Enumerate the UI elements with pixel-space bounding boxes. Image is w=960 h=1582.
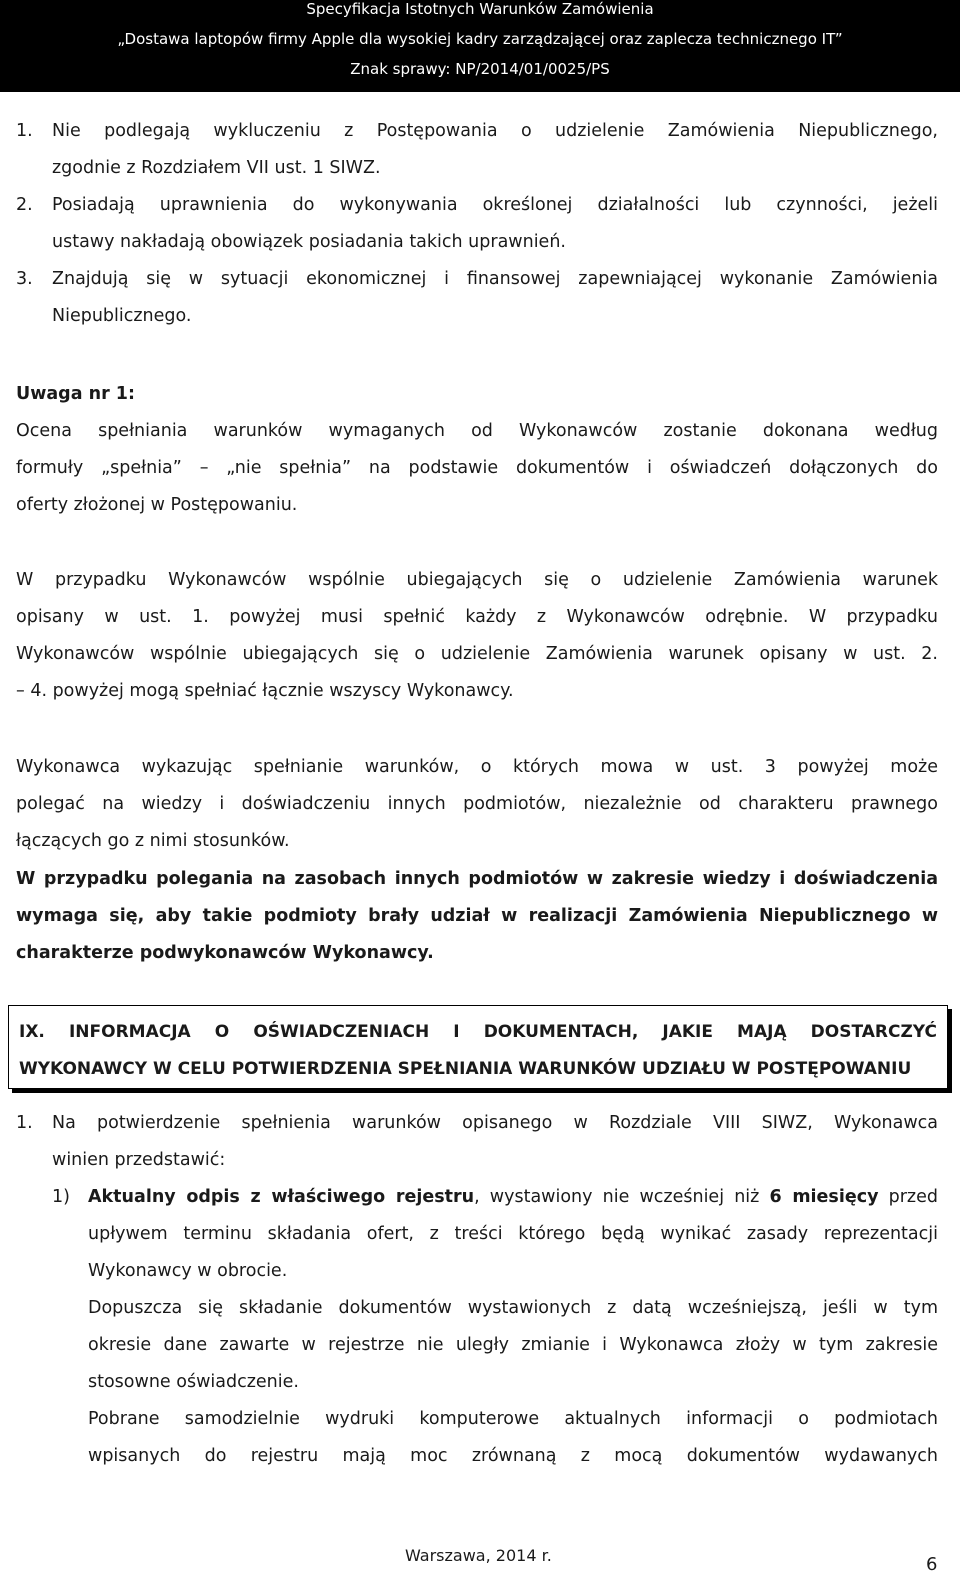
list-item-text: Posiadają uprawnienia do wykonywania określonej działalności lub czynności, jeżeli [52, 195, 938, 215]
requirements-list [16, 113, 938, 335]
list-item-number: 1. [16, 1113, 33, 1133]
documents-list [16, 1105, 938, 1179]
list-item-text: Znajdują się w sytuacji ekonomicznej i finansowej zapewniającej wykonanie Zamówienia [52, 269, 938, 289]
paragraph-line: W przypadku polegania na zasobach innych podmiotów w zakresie wiedzy i doświadczenia [16, 869, 938, 889]
list-item-number: 1. [16, 121, 33, 141]
list-item-number: 2. [16, 195, 33, 215]
section-heading-line: IX. INFORMACJA O OŚWIADCZENIACH I DOKUMENTACH, JAKIE MAJĄ DOSTARCZYĆ [19, 1022, 937, 1042]
paragraph-line: Wykonawców wspólnie ubiegających się o udzielenie Zamówienia warunek opisany w ust. 2. [16, 644, 938, 664]
note-section [16, 376, 938, 413]
sub-item-first-line [88, 1179, 938, 1216]
bold-term: 6 miesięcy [769, 1187, 879, 1207]
list-item-number: 3. [16, 269, 33, 289]
paragraph-line: Wykonawcy w obrocie. [88, 1261, 288, 1281]
paragraph-line: łączących go z nimi stosunków. [16, 831, 290, 851]
paragraph-line: charakterze podwykonawców Wykonawcy. [16, 943, 434, 963]
note-paragraph [16, 562, 938, 710]
list-item-text: winien przedstawić: [52, 1150, 226, 1170]
header-title: Specyfikacja Istotnych Warunków Zamówienia [306, 0, 654, 18]
header-reference: Znak sprawy: NP/2014/01/0025/PS [350, 60, 610, 78]
list-item-text: Nie podlegają wykluczeniu z Postępowania o udzielenie Zamówienia Niepublicznego, [52, 121, 938, 141]
paragraph-line: wymaga się, aby takie podmioty brały udział w realizacji Zamówienia Niepublicznego w [16, 906, 938, 926]
note-paragraph [16, 749, 938, 860]
paragraph-line: W przypadku Wykonawców wspólnie ubiegających się o udzielenie Zamówienia warunek [16, 570, 938, 590]
paragraph-line: Pobrane samodzielnie wydruki komputerowe aktualnych informacji o podmiotach [88, 1409, 938, 1429]
paragraph-line: formuły „spełnia” – „nie spełnia” na podstawie dokumentów i oświadczeń dołączonych do [16, 458, 938, 478]
paragraph-line: stosowne oświadczenie. [88, 1372, 299, 1392]
document-header [0, 0, 960, 92]
list-item [16, 1105, 938, 1179]
header-subject: „Dostawa laptopów firmy Apple dla wysokiej kadry zarządzającej oraz zaplecza technicznego IT” [117, 30, 843, 48]
footer-place-date: Warszawa, 2014 r. [405, 1546, 552, 1565]
paragraph-line: polegać na wiedzy i doświadczeniu innych podmiotów, niezależnie od charakteru prawnego [16, 794, 938, 814]
section-heading-box [8, 1005, 948, 1089]
page-number: 6 [926, 1554, 938, 1575]
paragraph-line: Wykonawca wykazując spełnianie warunków, o których mowa w ust. 3 powyżej może [16, 757, 938, 777]
paragraph-line: upływem terminu składania ofert, z treści którego będą wynikać zasady reprezentacji [88, 1224, 938, 1244]
paragraph-line: okresie dane zawarte w rejestrze nie uległy zmianie i Wykonawca złoży w tym zakresie [88, 1335, 938, 1355]
list-item-text: zgodnie z Rozdziałem VII ust. 1 SIWZ. [52, 158, 381, 178]
section-heading-line: WYKONAWCY W CELU POTWIERDZENIA SPEŁNIANIA WARUNKÓW UDZIAŁU W POSTĘPOWANIU [19, 1059, 912, 1079]
list-item [16, 187, 938, 261]
bold-term: Aktualny odpis z właściwego rejestru [88, 1187, 475, 1207]
list-item-text: Na potwierdzenie spełnienia warunków opisanego w Rozdziale VIII SIWZ, Wykonawca [52, 1113, 938, 1133]
paragraph-line: – 4. powyżej mogą spełniać łącznie wszyscy Wykonawcy. [16, 681, 514, 701]
paragraph-line: Ocena spełniania warunków wymaganych od Wykonawców zostanie dokonana według [16, 421, 938, 441]
text-run: , wystawiony nie wcześniej niż [474, 1187, 770, 1207]
note-paragraph-bold [16, 861, 938, 972]
text-run: przed [878, 1187, 938, 1207]
list-item-text: ustawy nakładają obowiązek posiadania takich uprawnień. [52, 232, 566, 252]
paragraph-line: wpisanych do rejestru mają moc zrównaną z mocą dokumentów wydawanych [88, 1446, 938, 1466]
paragraph-line: opisany w ust. 1. powyżej musi spełnić każdy z Wykonawców odrębnie. W przypadku [16, 607, 938, 627]
paragraph-line: oferty złożonej w Postępowaniu. [16, 495, 298, 515]
list-item [16, 261, 938, 335]
note-heading: Uwaga nr 1: [16, 384, 135, 404]
list-item-text: Niepublicznego. [52, 306, 192, 326]
list-item [16, 113, 938, 187]
sub-item-number: 1) [52, 1187, 70, 1207]
paragraph-line: Dopuszcza się składanie dokumentów wystawionych z datą wcześniejszą, jeśli w tym [88, 1298, 938, 1318]
note-paragraph [16, 413, 938, 524]
